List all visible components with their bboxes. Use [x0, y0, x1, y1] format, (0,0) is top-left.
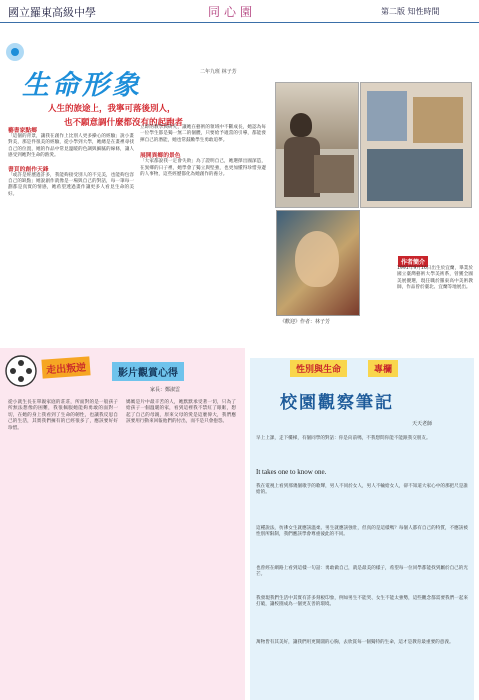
feature-col-1 — [8, 125, 134, 198]
feature-col-2 — [140, 125, 266, 178]
section-body: 「或許是經歷過許多，我能夠接受別人的不完美，也能夠包容自己的缺點」她說創作就像是一場與自己的對話，每一筆每一劃都是真實的情感，她希望透過畫作讓更多人看見生命的美好。 — [8, 172, 134, 197]
review-body-right: 媽媽是片中最辛苦的人，她默默承受著一切，只為了給孩子一個溫暖的家，看到這裡我不禁紅了眼眶，想起了自己的母親，原來父母的愛是這麼偉大，我們應該要用行動來回報他們的付出，而不是只會抱怨。 — [126, 400, 236, 425]
painting-artwork — [276, 210, 360, 316]
column-title: 校園觀察筆記 — [280, 393, 394, 413]
section-body: 「這個的背景，讓我在創作上比別人更多操心的經驗」說小畫對美，那是件很美的經驗，從小學到大學，她總是在畫裡尋找自己的位置，她的作品中常見溫暖的色調與細膩的線條，讓人感受到她對生命的熱愛。 — [8, 134, 134, 159]
review-section — [0, 348, 245, 700]
film-reel-icon — [4, 354, 38, 388]
review-byline: 家長：鄭淑雲 — [150, 387, 181, 393]
column-byline: 天天老師 — [412, 421, 433, 427]
quote-line-1: 人生的旅途上，我寧可落後別人， — [48, 104, 176, 114]
quote-line-2: 也不願意調什麼都沒有的起跑者 — [64, 118, 184, 128]
feature-title: 生命形象 — [22, 70, 142, 101]
painting-caption: 《歡迎》作者：林子芳 — [280, 319, 331, 325]
feature-byline: 二年九班 林子芳 — [200, 69, 237, 75]
section-heading: 書頁的創作天鋒 — [8, 166, 49, 173]
artist-photo — [275, 82, 359, 208]
review-tag-right: 影片觀賞心得 — [112, 362, 184, 381]
review-body-left: 從小就生長在單親家庭的莊莊，所面對的是一般孩子所無法想像的困難，我很佩服她能夠勇敢的面對一切，在她的身上我看到了生命的韌性，也讓我反思自己的生活，其實我們擁有的已經很多了，應該要好好珍惜。 — [8, 400, 118, 431]
section-body: 「大家都說我一定會失敗」為了證明自己，她選擇出國深造，在異鄉的日子裡，她學會了獨立與堅強，也更加懂得珍惜身邊的人事物，這些經歷都化為她創作的養分。 — [140, 159, 266, 178]
column-para-3: 我發現我們生活中其實有許多刻板印象，例如男生不能哭、女生不能太強勢，這些觀念都需要我們一起來打破，讓校園成為一個更友善的環境。 — [256, 596, 468, 608]
studio-photo — [360, 82, 472, 208]
gender-column — [250, 358, 474, 700]
section-body: 立即的教學與研究，讓她在藝術的領域中不斷成長，她認為每一位學生都是獨一無二的個體，只要給予適當的引導，都能發揮自己的潛能，她也常鼓勵學生勇敢追夢。 — [140, 125, 266, 143]
column-para-1: 這種說法，彷彿女生就應該溫柔、男生就應該強壯，但真的是這樣嗎？每個人都有自己的特質，不應該被性別所限制，我們應該學會尊重彼此的不同。 — [256, 526, 468, 538]
column-english: It takes one to know one. — [256, 468, 327, 476]
column-tag-right: 專欄 — [368, 360, 398, 377]
column-intro: 早上上課，走下樓梯，有個同學的對話：你是向前嗎，不我想問你能不能跟我交朋友。 — [256, 436, 431, 441]
review-tag-left: 走出叛逆 — [41, 356, 90, 378]
school-name: 國立羅東高級中學 — [8, 6, 96, 19]
flower-icon — [4, 41, 26, 63]
column-tag-left: 性別與生命 — [290, 360, 347, 377]
column-closing: 萬物皆有其美好，讓我們用更開闊的心胸，去欣賞每一個獨特的生命，這才是教育最重要的意義。 — [256, 640, 454, 645]
column-verse: 我在電視上看到那幾個歌手的歌聲，男人不同於女人，男人不輸給女人，卻不知道大家心中的那把尺是誰給的。 — [256, 484, 468, 496]
paper-name: 同心園 — [208, 5, 257, 19]
section-heading: 藝書家點鄉 — [8, 128, 37, 134]
column-para-2: 也曾經在網路上看到這樣一句話：勇敢做自己，就是最美的樣子，希望每一位同學都能找到屬於自己的光芒。 — [256, 566, 468, 578]
section-heading: 展開異鄉的景色 — [140, 153, 181, 160]
issue-info: 第二版 知性時間 — [381, 7, 440, 16]
bio-tag: 作者簡介 — [398, 256, 428, 267]
bio-text: 1991年9月16日出生於宜蘭，畢業於國立臺灣藝術大學美術系，曾獲全國美展優選，現任職於羅東高中美術教師，作品曾於臺北、宜蘭等地展出。 — [397, 266, 473, 291]
